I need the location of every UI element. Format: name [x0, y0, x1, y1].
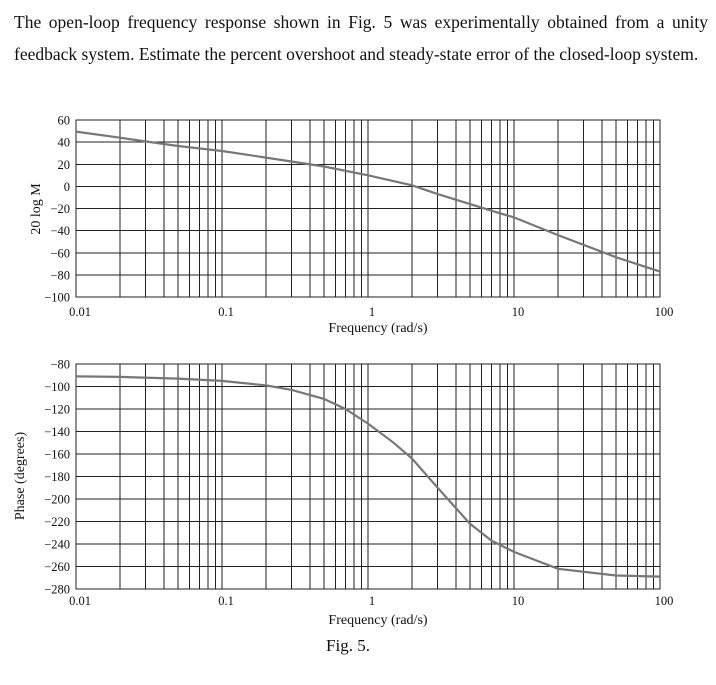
- mag-y-tick-label: −80: [50, 268, 70, 283]
- mag-x-tick-label: 0.1: [218, 305, 234, 319]
- mag-y-tick-label: −100: [44, 290, 70, 305]
- phase-y-tick-label: −220: [44, 515, 70, 529]
- mag-x-tick-label: 0.01: [69, 305, 91, 319]
- phase-plot: [13, 358, 673, 629]
- phase-y-tick-label: −200: [44, 492, 70, 507]
- mag-x-tick-label: 10: [511, 305, 525, 319]
- mag-y-tick-label: −60: [50, 246, 70, 261]
- mag-y-tick-label: −40: [50, 224, 70, 239]
- phase-x-tick-label: 100: [654, 594, 674, 608]
- phase-y-tick-label: −240: [44, 537, 70, 552]
- phase-x-tick-label: 0.1: [218, 594, 234, 608]
- phase-x-tick-label: 1: [368, 594, 376, 608]
- problem-text: The open-loop frequency response shown in Fig. 5 was experimentally obtained from a unity feedback system. Estimate the percent overshoot and steady-state error of the closed-loop system.: [14, 12, 708, 64]
- phase-y-tick-label: −280: [44, 582, 70, 597]
- mag-y-tick-label: 0: [63, 179, 70, 194]
- mag-y-axis-title: 20 log M: [29, 183, 44, 235]
- phase-y-tick-label: −100: [44, 380, 70, 394]
- phase-y-tick-label: −160: [44, 447, 70, 462]
- mag-y-tick-label: 20: [57, 157, 70, 172]
- phase-x-tick-label: 10: [511, 594, 525, 608]
- phase-y-tick-label: −260: [44, 560, 70, 574]
- mag-y-tick-label: 40: [57, 135, 70, 150]
- figure-caption: Fig. 5.: [326, 636, 370, 655]
- magnitude-plot: [29, 114, 673, 337]
- mag-x-axis-title: Frequency (rad/s): [328, 321, 428, 336]
- phase-x-axis-title: Frequency (rad/s): [328, 613, 428, 628]
- phase-y-tick-label: −80: [50, 357, 70, 372]
- phase-x-tick-label: 0.01: [69, 594, 91, 608]
- mag-y-tick-label: 60: [57, 113, 70, 128]
- phase-y-tick-label: −140: [44, 425, 70, 439]
- phase-y-tick-label: −180: [44, 470, 70, 484]
- mag-x-tick-label: 1: [368, 305, 376, 319]
- mag-y-tick-label: −20: [50, 202, 70, 216]
- mag-x-tick-label: 100: [654, 305, 674, 319]
- phase-y-axis-title: Phase (degrees): [13, 431, 28, 521]
- phase-y-tick-label: −120: [44, 402, 70, 417]
